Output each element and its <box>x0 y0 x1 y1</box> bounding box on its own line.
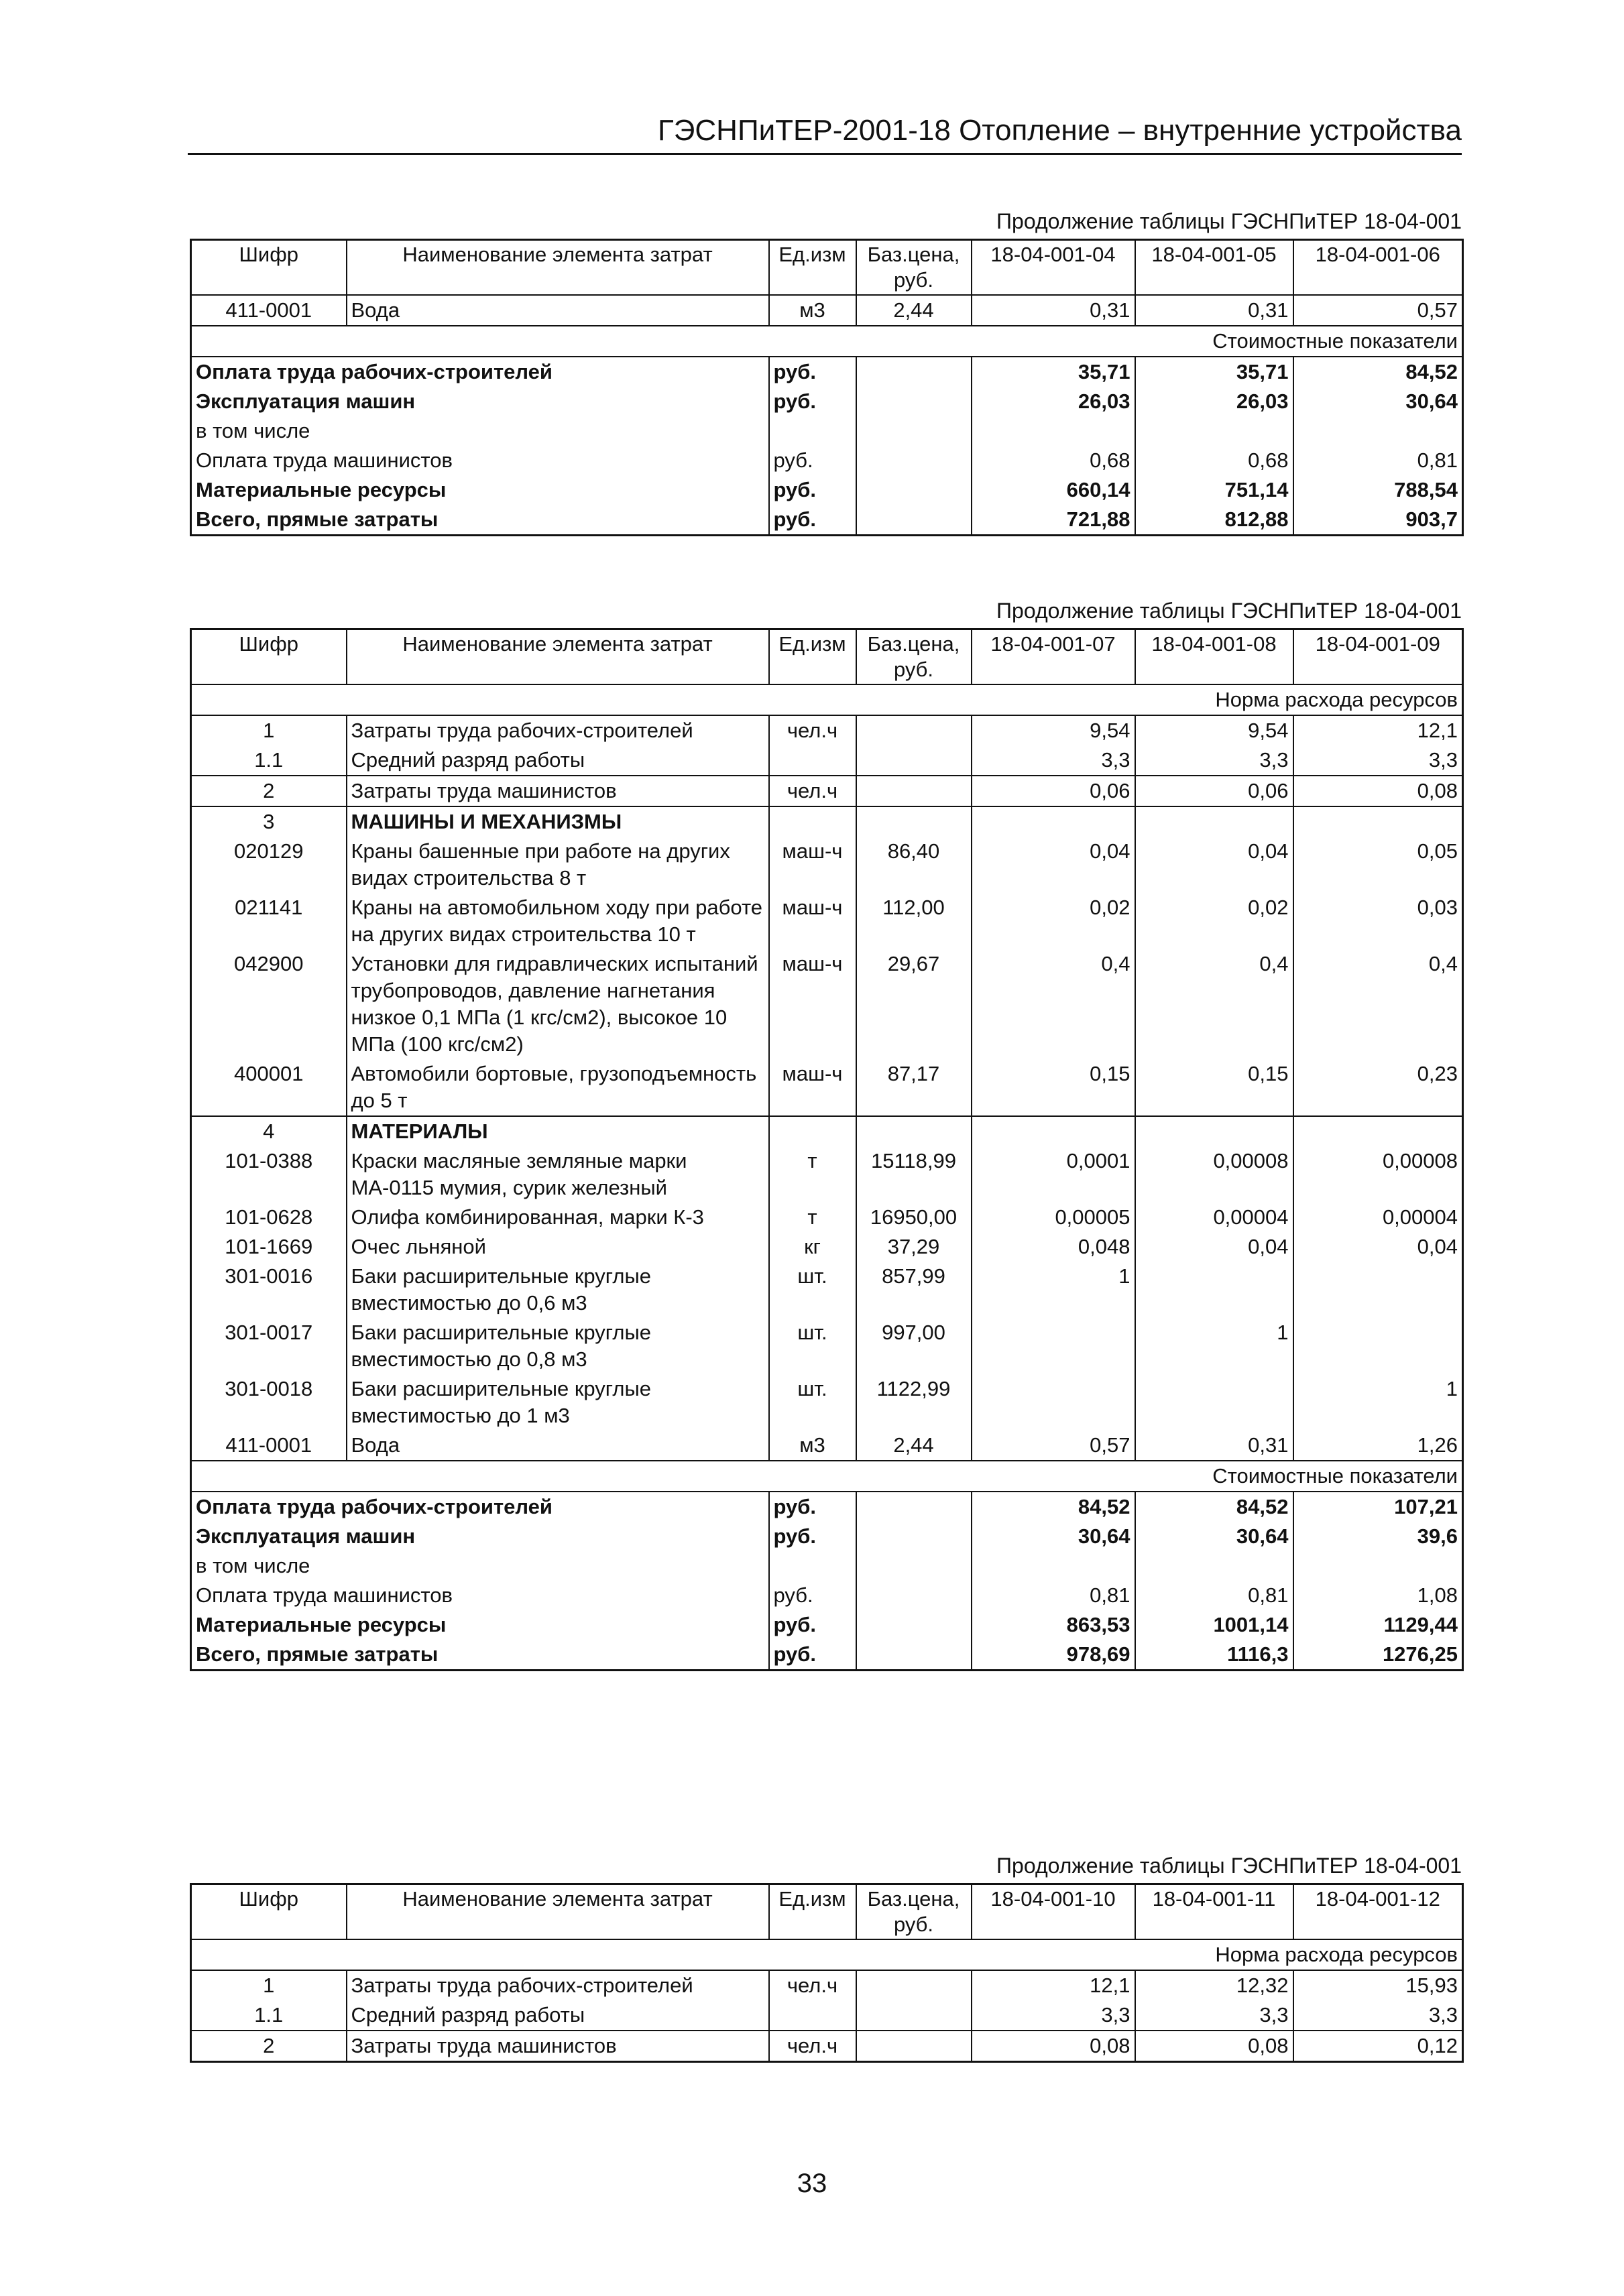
cost-value: 30,64 <box>1293 387 1463 416</box>
row-value: 0,4 <box>1293 949 1463 1059</box>
row-unit: чел.ч <box>769 1970 856 2000</box>
cost-unit: руб. <box>769 446 856 475</box>
cost-value: 903,7 <box>1293 505 1463 536</box>
cost-price <box>856 416 972 446</box>
row-value: 0,23 <box>1293 1059 1463 1116</box>
cost-value: 84,52 <box>972 1492 1135 1522</box>
table-row <box>191 1431 1463 1461</box>
row-price: 16950,00 <box>856 1203 972 1232</box>
cost-value: 84,52 <box>1135 1492 1293 1522</box>
row-code: 4 <box>191 1116 347 1146</box>
continuation-label: Продолжение таблицы ГЭСНПиТЕР 18-04-001 <box>996 599 1462 623</box>
row-name: Затраты труда рабочих-строителей <box>347 715 769 745</box>
cost-price <box>856 1581 972 1610</box>
row-value <box>1293 1318 1463 1374</box>
table-row <box>191 806 1463 837</box>
row-value: 12,1 <box>1293 715 1463 745</box>
cost-unit <box>769 416 856 446</box>
row-name: Средний разряд работы <box>347 745 769 776</box>
col-header-norm-code: 18-04-001-06 <box>1293 240 1463 296</box>
cost-value: 0,81 <box>1293 446 1463 475</box>
cost-price <box>856 1610 972 1640</box>
row-value <box>1135 1262 1293 1318</box>
row-name: Баки расширительные круглые вместимостью до 0,8 м3 <box>347 1318 769 1374</box>
row-value: 0,00004 <box>1293 1203 1463 1232</box>
cost-value: 107,21 <box>1293 1492 1463 1522</box>
cost-value: 660,14 <box>972 475 1135 505</box>
cost-value <box>972 1551 1135 1581</box>
row-value: 0,03 <box>1293 893 1463 949</box>
row-value <box>1293 1116 1463 1146</box>
row-unit <box>769 1116 856 1146</box>
row-unit: маш-ч <box>769 1059 856 1116</box>
row-unit: маш-ч <box>769 893 856 949</box>
cost-indicators-row-label: Стоимостные показатели <box>191 1461 1463 1492</box>
row-value: 3,3 <box>972 2000 1135 2031</box>
cost-row <box>191 1522 1463 1551</box>
cost-value: 978,69 <box>972 1640 1135 1671</box>
header-row <box>191 240 1463 296</box>
row-value: 0,0001 <box>972 1146 1135 1203</box>
table-row <box>191 1116 1463 1146</box>
table-row <box>191 837 1463 893</box>
row-value: 3,3 <box>1135 745 1293 776</box>
row-value: 0,08 <box>1135 2031 1293 2062</box>
row-value: 12,32 <box>1135 1970 1293 2000</box>
cost-value: 30,64 <box>972 1522 1135 1551</box>
row-name: Автомобили бортовые, грузоподъемность до 5 т <box>347 1059 769 1116</box>
cost-row <box>191 475 1463 505</box>
row-value: 0,04 <box>1293 1232 1463 1262</box>
row-value: 3,3 <box>1293 2000 1463 2031</box>
table-row <box>191 295 1463 326</box>
cost-name: Оплата труда рабочих-строителей <box>191 357 769 387</box>
row-price: 29,67 <box>856 949 972 1059</box>
row-value: 0,00005 <box>972 1203 1135 1232</box>
row-price <box>856 745 972 776</box>
row-unit: т <box>769 1203 856 1232</box>
row-value <box>972 806 1135 837</box>
row-code: 400001 <box>191 1059 347 1116</box>
col-header-code: Шифр <box>191 240 347 296</box>
col-header-norm-code: 18-04-001-04 <box>972 240 1135 296</box>
cost-unit: руб. <box>769 475 856 505</box>
row-value: 0,02 <box>1135 893 1293 949</box>
cost-indicators-row <box>191 1461 1463 1492</box>
row-name: Затраты труда рабочих-строителей <box>347 1970 769 2000</box>
row-code: 301-0016 <box>191 1262 347 1318</box>
row-value <box>1135 1374 1293 1431</box>
row-price: 15118,99 <box>856 1146 972 1203</box>
cost-value <box>1135 416 1293 446</box>
col-header-price: Баз.цена, руб. <box>856 1884 972 1940</box>
cost-table-2 <box>190 628 1464 1671</box>
table-row <box>191 776 1463 806</box>
page-header: ГЭСНПиТЕР-2001-18 Отопление – внутренние устройства <box>188 114 1462 155</box>
row-value <box>1135 806 1293 837</box>
col-header-unit: Ед.изм <box>769 629 856 685</box>
col-header-norm-code: 18-04-001-10 <box>972 1884 1135 1940</box>
row-unit: т <box>769 1146 856 1203</box>
row-value: 0,08 <box>972 2031 1135 2062</box>
cost-row <box>191 1640 1463 1671</box>
row-value: 15,93 <box>1293 1970 1463 2000</box>
col-header-price: Баз.цена, руб. <box>856 629 972 685</box>
row-price: 112,00 <box>856 893 972 949</box>
row-name: Краны башенные при работе на других видах строительства 8 т <box>347 837 769 893</box>
table-row <box>191 2000 1463 2031</box>
cost-value: 84,52 <box>1293 357 1463 387</box>
table-row <box>191 1203 1463 1232</box>
cost-price <box>856 1640 972 1671</box>
row-code: 020129 <box>191 837 347 893</box>
cost-value <box>1135 1551 1293 1581</box>
row-code: 1.1 <box>191 2000 347 2031</box>
cost-value: 721,88 <box>972 505 1135 536</box>
continuation-label: Продолжение таблицы ГЭСНПиТЕР 18-04-001 <box>996 209 1462 233</box>
cost-unit: руб. <box>769 357 856 387</box>
row-unit: маш-ч <box>769 949 856 1059</box>
row-value: 0,57 <box>972 1431 1135 1461</box>
row-value: 9,54 <box>1135 715 1293 745</box>
cost-name: в том числе <box>196 1554 310 1577</box>
row-value: 0,57 <box>1293 295 1463 326</box>
header-row <box>191 1884 1463 1940</box>
cost-value: 0,68 <box>1135 446 1293 475</box>
col-header-name: Наименование элемента затрат <box>347 240 769 296</box>
cost-name: Всего, прямые затраты <box>196 507 439 531</box>
page-number: 33 <box>797 2169 827 2198</box>
cost-name: Оплата труда машинистов <box>196 1583 453 1607</box>
cost-row <box>191 387 1463 416</box>
cost-price <box>856 446 972 475</box>
table-row <box>191 2031 1463 2062</box>
col-header-norm-code: 18-04-001-12 <box>1293 1884 1463 1940</box>
row-value: 0,02 <box>972 893 1135 949</box>
row-value: 0,4 <box>972 949 1135 1059</box>
row-value: 0,15 <box>972 1059 1135 1116</box>
row-code: 1 <box>191 715 347 745</box>
table-row <box>191 1970 1463 2000</box>
row-code: 101-1669 <box>191 1232 347 1262</box>
row-name: Затраты труда машинистов <box>347 2031 769 2062</box>
row-unit: кг <box>769 1232 856 1262</box>
cost-price <box>856 1551 972 1581</box>
cost-row <box>191 1492 1463 1522</box>
row-value <box>972 1116 1135 1146</box>
cost-name: Материальные ресурсы <box>196 1613 447 1636</box>
row-price: 37,29 <box>856 1232 972 1262</box>
cost-unit: руб. <box>769 1492 856 1522</box>
row-name: Очес льняной <box>347 1232 769 1262</box>
cost-unit: руб. <box>769 1610 856 1640</box>
row-value: 0,31 <box>1135 1431 1293 1461</box>
table-row <box>191 1232 1463 1262</box>
row-code: 1 <box>191 1970 347 2000</box>
row-name: Краны на автомобильном ходу при работе на других видах строительства 10 т <box>347 893 769 949</box>
row-name: Баки расширительные круглые вместимостью до 0,6 м3 <box>347 1262 769 1318</box>
cost-price <box>856 505 972 536</box>
row-unit: шт. <box>769 1262 856 1318</box>
col-header-norm-code: 18-04-001-07 <box>972 629 1135 685</box>
row-value: 0,06 <box>972 776 1135 806</box>
col-header-code: Шифр <box>191 629 347 685</box>
row-unit: чел.ч <box>769 776 856 806</box>
row-unit: м3 <box>769 1431 856 1461</box>
cost-row <box>191 1551 1463 1581</box>
cost-unit: руб. <box>769 1522 856 1551</box>
cost-price <box>856 357 972 387</box>
cost-row <box>191 1581 1463 1610</box>
row-code: 3 <box>191 806 347 837</box>
row-code: 2 <box>191 2031 347 2062</box>
cost-name: Эксплуатация машин <box>196 389 416 413</box>
table-row <box>191 1059 1463 1116</box>
row-code: 101-0628 <box>191 1203 347 1232</box>
col-header-code: Шифр <box>191 1884 347 1940</box>
row-name: МАТЕРИАЛЫ <box>347 1116 769 1146</box>
row-value: 0,06 <box>1135 776 1293 806</box>
row-value: 9,54 <box>972 715 1135 745</box>
row-unit: чел.ч <box>769 2031 856 2062</box>
cost-name: Материальные ресурсы <box>196 478 447 501</box>
row-name: Вода <box>347 1431 769 1461</box>
row-price: 997,00 <box>856 1318 972 1374</box>
row-unit <box>769 806 856 837</box>
row-price: 2,44 <box>856 295 972 326</box>
row-unit: шт. <box>769 1374 856 1431</box>
row-value: 0,00004 <box>1135 1203 1293 1232</box>
col-header-name: Наименование элемента затрат <box>347 629 769 685</box>
table-row <box>191 1374 1463 1431</box>
table-row <box>191 949 1463 1059</box>
row-value: 0,00008 <box>1135 1146 1293 1203</box>
row-value <box>972 1318 1135 1374</box>
row-unit: м3 <box>769 295 856 326</box>
row-unit: маш-ч <box>769 837 856 893</box>
row-price: 1122,99 <box>856 1374 972 1431</box>
row-name: Краски масляные земляные марки МА-0115 мумия, сурик железный <box>347 1146 769 1203</box>
row-unit: чел.ч <box>769 715 856 745</box>
row-name: Вода <box>347 295 769 326</box>
row-price <box>856 776 972 806</box>
row-name: Олифа комбинированная, марки К-3 <box>347 1203 769 1232</box>
cost-table-3 <box>190 1883 1464 2063</box>
row-code: 101-0388 <box>191 1146 347 1203</box>
row-value: 0,12 <box>1293 2031 1463 2062</box>
row-value: 0,08 <box>1293 776 1463 806</box>
row-value <box>1135 1116 1293 1146</box>
col-header-name: Наименование элемента затрат <box>347 1884 769 1940</box>
resource-norm-row <box>191 684 1463 715</box>
col-header-unit: Ед.изм <box>769 240 856 296</box>
cost-indicators-row <box>191 326 1463 357</box>
row-value: 1 <box>972 1262 1135 1318</box>
row-value: 0,31 <box>1135 295 1293 326</box>
cost-value: 1129,44 <box>1293 1610 1463 1640</box>
row-code: 411-0001 <box>191 1431 347 1461</box>
cost-name: Оплата труда рабочих-строителей <box>191 1492 769 1522</box>
row-price <box>856 1970 972 2000</box>
resource-norm-row-label: Норма расхода ресурсов <box>191 684 1463 715</box>
cost-unit: руб. <box>769 505 856 536</box>
row-unit <box>769 2000 856 2031</box>
cost-price <box>856 1522 972 1551</box>
row-value: 1 <box>1135 1318 1293 1374</box>
cost-value: 812,88 <box>1135 505 1293 536</box>
header-row <box>191 629 1463 685</box>
cost-value: 35,71 <box>1135 357 1293 387</box>
cost-value: 1001,14 <box>1135 1610 1293 1640</box>
row-price <box>856 2000 972 2031</box>
cost-value: 788,54 <box>1293 475 1463 505</box>
row-code: 301-0018 <box>191 1374 347 1431</box>
row-name: МАШИНЫ И МЕХАНИЗМЫ <box>347 806 769 837</box>
cost-name: в том числе <box>196 419 310 442</box>
cost-price <box>856 1492 972 1522</box>
row-value: 0,4 <box>1135 949 1293 1059</box>
row-code: 1.1 <box>191 745 347 776</box>
cost-row <box>191 357 1463 387</box>
row-code: 042900 <box>191 949 347 1059</box>
row-code: 301-0017 <box>191 1318 347 1374</box>
cost-value: 26,03 <box>972 387 1135 416</box>
cost-value: 1,08 <box>1293 1581 1463 1610</box>
row-price <box>856 1116 972 1146</box>
row-value <box>972 1374 1135 1431</box>
cost-unit: руб. <box>769 1581 856 1610</box>
cost-value: 0,81 <box>972 1581 1135 1610</box>
row-price: 857,99 <box>856 1262 972 1318</box>
cost-price <box>856 387 972 416</box>
cost-table-1 <box>190 239 1464 536</box>
table-row <box>191 1262 1463 1318</box>
row-name: Баки расширительные круглые вместимостью до 1 м3 <box>347 1374 769 1431</box>
cost-value <box>1293 416 1463 446</box>
row-value: 1 <box>1293 1374 1463 1431</box>
cost-value: 26,03 <box>1135 387 1293 416</box>
row-value <box>1293 1262 1463 1318</box>
col-header-norm-code: 18-04-001-11 <box>1135 1884 1293 1940</box>
cost-value: 0,81 <box>1135 1581 1293 1610</box>
row-price <box>856 2031 972 2062</box>
row-name: Установки для гидравлических испытаний трубопроводов, давление нагнетания низкое 0,1 МПа (1 кгс/см2), высокое 10 МПа (100 кгс/см2) <box>347 949 769 1059</box>
row-value: 12,1 <box>972 1970 1135 2000</box>
row-unit: шт. <box>769 1318 856 1374</box>
row-value: 0,00008 <box>1293 1146 1463 1203</box>
row-code: 2 <box>191 776 347 806</box>
cost-value: 1276,25 <box>1293 1640 1463 1671</box>
row-value: 0,048 <box>972 1232 1135 1262</box>
cost-row <box>191 1610 1463 1640</box>
col-header-price: Баз.цена, руб. <box>856 240 972 296</box>
row-value: 3,3 <box>1135 2000 1293 2031</box>
row-code: 411-0001 <box>191 295 347 326</box>
row-unit <box>769 745 856 776</box>
cost-value: 35,71 <box>972 357 1135 387</box>
col-header-norm-code: 18-04-001-05 <box>1135 240 1293 296</box>
cost-value: 39,6 <box>1293 1522 1463 1551</box>
cost-name: Эксплуатация машин <box>196 1524 416 1548</box>
row-name: Средний разряд работы <box>347 2000 769 2031</box>
cost-row <box>191 416 1463 446</box>
cost-unit <box>769 1551 856 1581</box>
row-value: 3,3 <box>1293 745 1463 776</box>
cost-name: Оплата труда машинистов <box>196 448 453 472</box>
col-header-norm-code: 18-04-001-09 <box>1293 629 1463 685</box>
cost-value <box>972 416 1135 446</box>
cost-row <box>191 446 1463 475</box>
row-value: 0,15 <box>1135 1059 1293 1116</box>
row-price: 86,40 <box>856 837 972 893</box>
cost-value <box>1293 1551 1463 1581</box>
row-value: 0,04 <box>972 837 1135 893</box>
row-code: 021141 <box>191 893 347 949</box>
cost-value: 30,64 <box>1135 1522 1293 1551</box>
row-value: 0,04 <box>1135 1232 1293 1262</box>
table-row <box>191 1146 1463 1203</box>
table-row <box>191 745 1463 776</box>
row-value: 0,04 <box>1135 837 1293 893</box>
col-header-norm-code: 18-04-001-08 <box>1135 629 1293 685</box>
resource-norm-row-label: Норма расхода ресурсов <box>191 1939 1463 1970</box>
cost-indicators-row-label: Стоимостные показатели <box>191 326 1463 357</box>
cost-unit: руб. <box>769 387 856 416</box>
cost-row <box>191 505 1463 536</box>
cost-value: 863,53 <box>972 1610 1135 1640</box>
cost-unit: руб. <box>769 1640 856 1671</box>
cost-name: Всего, прямые затраты <box>196 1642 439 1666</box>
row-value <box>1293 806 1463 837</box>
row-value: 1,26 <box>1293 1431 1463 1461</box>
col-header-unit: Ед.изм <box>769 1884 856 1940</box>
row-price <box>856 806 972 837</box>
table-row <box>191 1318 1463 1374</box>
row-name: Затраты труда машинистов <box>347 776 769 806</box>
cost-value: 751,14 <box>1135 475 1293 505</box>
table-row <box>191 893 1463 949</box>
row-value: 3,3 <box>972 745 1135 776</box>
row-price: 2,44 <box>856 1431 972 1461</box>
cost-price <box>856 475 972 505</box>
cost-value: 0,68 <box>972 446 1135 475</box>
row-price <box>856 715 972 745</box>
row-price: 87,17 <box>856 1059 972 1116</box>
continuation-label: Продолжение таблицы ГЭСНПиТЕР 18-04-001 <box>996 1854 1462 1878</box>
table-row <box>191 715 1463 745</box>
row-value: 0,05 <box>1293 837 1463 893</box>
row-value: 0,31 <box>972 295 1135 326</box>
resource-norm-row <box>191 1939 1463 1970</box>
cost-value: 1116,3 <box>1135 1640 1293 1671</box>
